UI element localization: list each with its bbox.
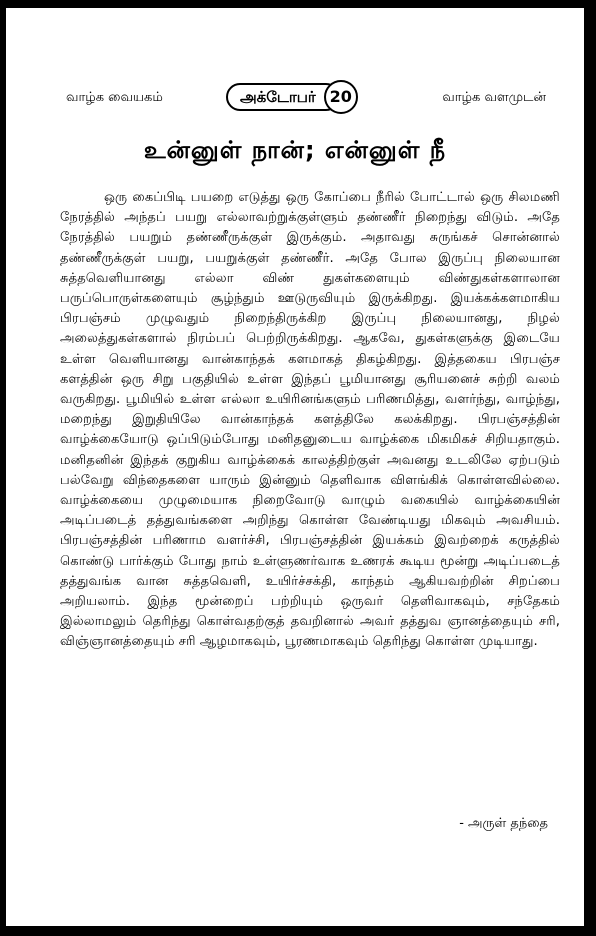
page-title: உன்னுள் நான்; என்னுள் நீ (143, 136, 447, 164)
header-right-motto: வாழ்க வளமுடன் (442, 90, 546, 105)
page-header (6, 80, 584, 120)
body-paragraph: ஒரு கைப்பிடி பயறை எடுத்து ஒரு கோப்பை நீரில் போட்டால் ஒரு சிலமணி நேரத்தில் அந்தப் பயறு எல்லாவற்றுக்குள்ளும் தண்ணீர் நிறைந்து விடும். அதே நேரத்தில் பயறும் தண்ணீருக்குள் இருக்கும். அதாவது சுருங்கச் சொன்னால் தண்ணீருக்குள் பயறு, பயறுக்குள் தண்ணீர். அதே போல இருப்பு நிலையான சுத்தவெளியானது எல்லா விண் துகள்களையும் விண்துகள்களாலான பருப்பொருள்களையும் சூழ்ந்தும் ஊடுருவியும் இருக்கிறது. இயக்கக்களமாகிய பிரபஞ்சம் முழுவதும் நிறைந்திருக்கிற இருப்பு நிலையானது, நிழல் அலைத்துகள்களால் நிரம்பப் பெற்றிருக்கிறது. ஆகவே, துகள்களுக்கு இடையே உள்ள வெளியானது வான்காந்தக் களமாகத் திகழ்கிறது. இத்தகைய பிரபஞ்ச களத்தின் ஒரு சிறு பகுதியில் உள்ள இந்தப் பூமியானது சூரியனைச் சுற்றி வலம் வருகிறது. பூமியில் உள்ள எல்லா உயிரினங்களும் பரிணமித்து, வளர்ந்து, வாழ்ந்து, மறைந்து இறுதியிலே வான்காந்தக் களத்திலே கலக்கிறது. பிரபஞ்சத்தின் வாழ்க்கையோடு ஒப்பிடும்போது மனிதனுடைய வாழ்க்கை மிகமிகச் சிறியதாகும். மனிதனின் இந்தக் குறுகிய வாழ்க்கைக் காலத்திற்குள் அவனது உடலிலே ஏற்படும் பல்வேறு விந்தைகளை யாரும் இன்னும் தெளிவாக விளங்கிக் கொள்ளவில்லை. வாழ்க்கையை முழுமையாக நிறைவோடு வாழும் வகையில் வாழ்க்கையின் அடிப்படைத் தத்துவங்களை அறிந்து கொள்ள வேண்டியது மிகவும் அவசியம். பிரபஞ்சத்தின் பரிணாம வளர்ச்சி, பிரபஞ்சத்தின் இயக்கம் இவற்றைக் கருத்தில் கொண்டு பார்க்கும் போது நாம் உள்ளுணர்வாக உணரக் கூடிய மூன்று அடிப்படைத் தத்துவங்க வான சுத்தவெளி, உயிர்ச்சக்தி, காந்தம் ஆகியவற்றின் சிறப்பை அறியலாம். இந்த மூன்றைப் பற்றியும் ஒருவர் தெளிவாகவும், சந்தேகம் இல்லாமலும் தெரிந்து கொள்வதற்குத் தவறினால் அவர் தத்துவ ஞானத்தையும் சரி, விஞ்ஞானத்தையும் சரி ஆழமாகவும், பூரணமாகவும் தெரிந்து கொள்ள முடியாது. (60, 190, 560, 650)
month-label: அக்டோபர் (226, 83, 340, 111)
body-paragraph-container (60, 188, 560, 653)
author-signature: - அருள் தந்தை (459, 816, 548, 831)
header-left-motto: வாழ்க வையகம் (66, 90, 163, 105)
day-number: 20 (324, 80, 358, 114)
page (6, 8, 584, 926)
date-badge (226, 82, 358, 112)
